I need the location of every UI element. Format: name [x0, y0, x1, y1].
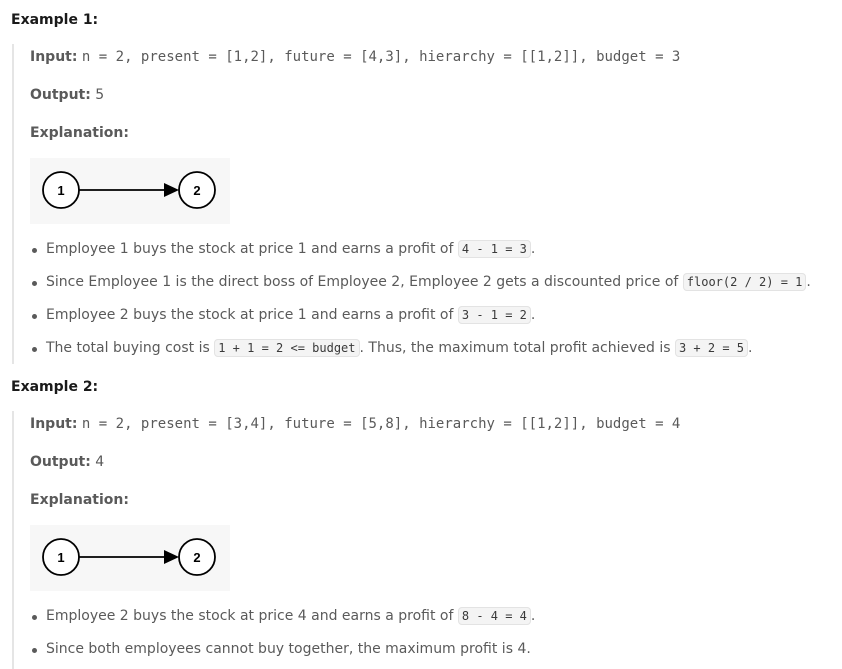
list-item: Employee 2 buys the stock at price 4 and earns a profit of 8 - 4 = 4 .	[46, 608, 535, 624]
example-2-title: Example 2:	[11, 379, 99, 395]
arrowhead-icon	[164, 550, 179, 564]
example-2-explanation-label: Explanation:	[30, 492, 129, 508]
example-1-explanation-label: Explanation:	[30, 125, 129, 141]
input-value: n = 2, present = [3,4], future = [5,8], hierarchy = [[1,2]], budget = 4	[81, 416, 681, 432]
output-value: 4	[95, 454, 105, 470]
inline-code: 1 + 1 = 2 <= budget	[214, 339, 359, 357]
input-label: Input:	[30, 49, 78, 65]
example-2-block	[12, 411, 834, 669]
bullet-icon	[32, 314, 37, 319]
input-value: n = 2, present = [1,2], future = [4,3], hierarchy = [[1,2]], budget = 3	[81, 49, 681, 65]
arrowhead-icon	[164, 183, 179, 197]
example-1-output	[30, 87, 104, 103]
example-1-block	[12, 44, 834, 364]
graph-node-label: 2	[193, 183, 201, 198]
inline-code: floor(2 / 2) = 1	[683, 273, 807, 291]
list-item: Employee 1 buys the stock at price 1 and earns a profit of 4 - 1 = 3 .	[46, 241, 535, 257]
example-2-graph	[30, 525, 230, 591]
list-item: Since both employees cannot buy together, the maximum profit is 4.	[46, 641, 531, 657]
graph-svg	[30, 525, 230, 591]
example-2-input	[30, 416, 680, 432]
input-label: Input:	[30, 416, 78, 432]
output-label: Output:	[30, 454, 91, 470]
output-label: Output:	[30, 87, 91, 103]
bullet-icon	[32, 648, 37, 653]
graph-node-label: 1	[57, 550, 65, 565]
graph-node-label: 2	[193, 550, 201, 565]
inline-code: 3 - 1 = 2	[458, 306, 531, 324]
list-item: Since Employee 1 is the direct boss of Employee 2, Employee 2 gets a discounted price of floor(2 / 2) = 1 .	[46, 274, 811, 290]
example-2-output	[30, 454, 104, 470]
example-1-graph	[30, 158, 230, 224]
example-1-input	[30, 49, 680, 65]
bullet-icon	[32, 615, 37, 620]
example-1-title: Example 1:	[11, 12, 99, 28]
inline-code: 8 - 4 = 4	[458, 607, 531, 625]
list-item: Employee 2 buys the stock at price 1 and earns a profit of 3 - 1 = 2 .	[46, 307, 535, 323]
list-item: The total buying cost is 1 + 1 = 2 <= budget . Thus, the maximum total profit achieved is 3 + 2 = 5 .	[46, 340, 752, 356]
inline-code: 3 + 2 = 5	[675, 339, 748, 357]
inline-code: 4 - 1 = 3	[458, 240, 531, 258]
output-value: 5	[95, 87, 105, 103]
graph-svg	[30, 158, 230, 224]
bullet-icon	[32, 281, 37, 286]
bullet-icon	[32, 347, 37, 352]
graph-node-label: 1	[57, 183, 65, 198]
bullet-icon	[32, 248, 37, 253]
